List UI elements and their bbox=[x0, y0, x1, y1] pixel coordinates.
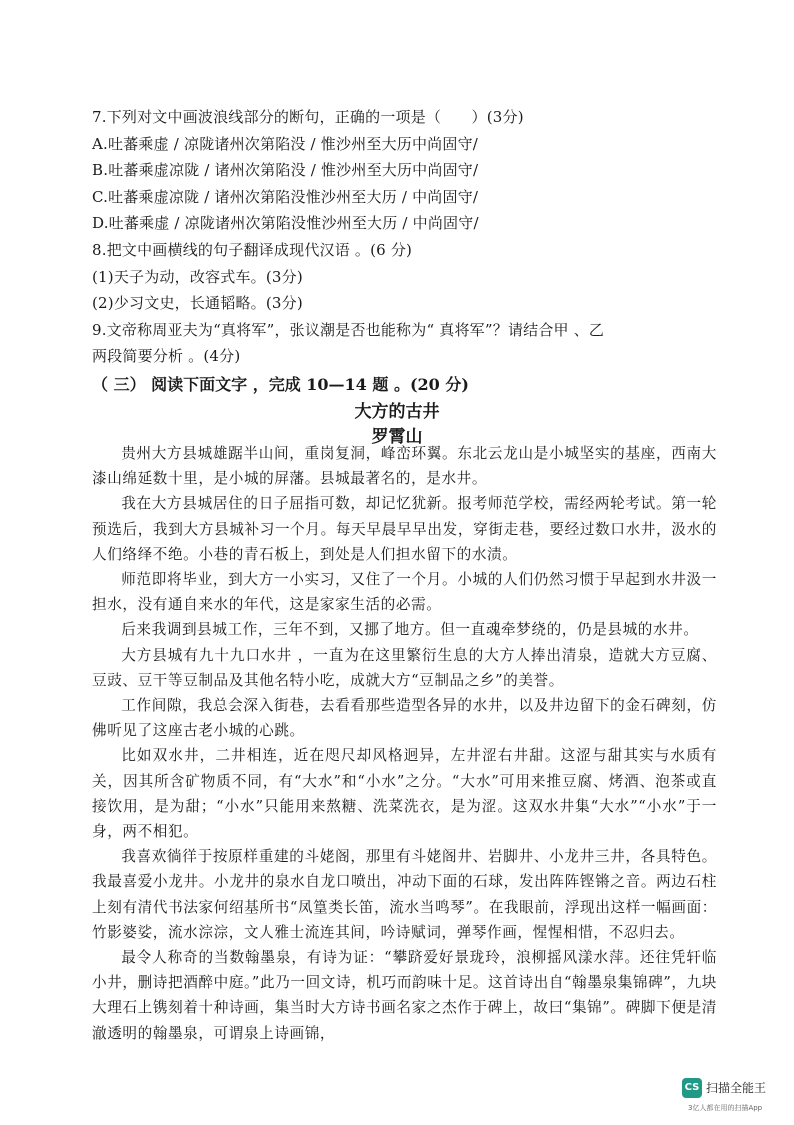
option-b: B.吐蕃乘虚凉陇 / 诸州次第陷没 / 惟沙州至大历中尚固守/ bbox=[92, 161, 479, 180]
article-title: 大方的古井 bbox=[354, 402, 440, 422]
option-a: A.吐蕃乘虚 / 凉陇诸州次第陷没 / 惟沙州至大历中尚固守/ bbox=[92, 134, 479, 153]
option-c: C.吐蕃乘虚凉陇 / 诸州次第陷没惟沙州至大历 / 中尚固守/ bbox=[92, 187, 479, 206]
paragraph: 大方县城有九十九口水井 ，一直为在这里繁衍生息的大方人捧出清泉，造就大方豆腐、豆豉、豆干等豆制品及其他名特小吃，成就大方“豆制品之乡”的美誉。 bbox=[92, 646, 717, 689]
paragraph: 工作间隙，我总会深入街巷，去看看那些造型各异的水井，以及井边留下的金石碑刻，仿佛听见了这座古老小城的心跳。 bbox=[92, 697, 717, 740]
article-author: 罗霄山 bbox=[371, 427, 423, 447]
paragraph: 我在大方县城居住的日子屈指可数，却记忆犹新。报考师范学校，需经两轮考试。第一轮预选后，我到大方县城补习一个月。每天早晨早早出发，穿街走巷，要经过数口水井，汲水的人们络绎不绝。小巷的青石板上，到处是人们担水留下的水渍。 bbox=[92, 495, 717, 563]
paragraph: 贵州大方县城雄踞半山间，重岗复洞，峰峦环翼。东北云龙山是小城坚实的基座，西南大漆山绵延数十里，是小城的屏藩。县城最著名的，是水井。 bbox=[92, 445, 717, 488]
section-heading: （ 三） 阅读下面文字 ，完成 10—14 题 。(20 分) bbox=[92, 375, 469, 394]
question-8: 8.把文中画横线的句子翻译成现代汉语 。(6 分) bbox=[92, 240, 413, 259]
question-7: 7.下列对文中画波浪线部分的断句，正确的一项是（ ）(3分) bbox=[92, 108, 524, 126]
paragraph: 后来我调到县城工作，三年不到，又挪了地方。但一直魂牵梦绕的，仍是县城的水井。 bbox=[121, 621, 699, 639]
paragraph: 我喜欢徜徉于按原样重建的斗姥阁，那里有斗姥阁井、岩脚井、小龙井三井，各具特色。我最喜爱小龙井。小龙井的泉水自龙口喷出，冲动下面的石球，发出阵阵铿锵之音。两边石柱上刻有清代书法家何绍基所书“凤篁类长笛，流水当鸣琴”。在我眼前，浮现出这样一幅画面：竹影婆娑，流水淙淙，文人雅士流连其间，吟诗赋词，弹琴作画，惺惺相惜，不忍归去。 bbox=[92, 848, 717, 941]
camscanner-logo-icon: CS bbox=[682, 1078, 702, 1098]
questions-block bbox=[92, 104, 732, 370]
option-d: D.吐蕃乘虚 / 凉陇诸州次第陷没惟沙州至大历 / 中尚固守/ bbox=[92, 214, 479, 233]
question-8-part-2: (2)少习文史，长通韬略。(3分) bbox=[92, 294, 303, 313]
paragraph: 最令人称奇的当数翰墨泉，有诗为证：“攀跻爱好景珑玲，浪柳摇风漾水萍。还往凭轩临小井，删诗把酒醉中庭。”此乃一回文诗，机巧而韵味十足。这首诗出自“翰墨泉集锦碑”，九块大理石上镌刻着十种诗画，集当时大方诗书画名家之杰作于碑上，故曰“集锦”。碑脚下便是清澈透明的翰墨泉，可谓泉上诗画锦， bbox=[92, 949, 717, 1042]
scanner-app-name: 扫描全能王 bbox=[706, 1081, 767, 1095]
paragraph: 比如双水井，二井相连，近在咫尺却风格迥异，左井涩右井甜。这涩与甜其实与水质有关，因其所含矿物质不同，有“大水”和“小水”之分。“大水”可用来推豆腐、烤酒、泡茶或直接饮用，是为甜；“小水”只能用来熬糖、洗菜洗衣，是为涩。这双水井集“大水”“小水”于一身，两不相犯。 bbox=[92, 747, 717, 841]
article-body bbox=[92, 441, 717, 1046]
scanner-tagline: 3亿人都在用的扫描App bbox=[688, 1104, 763, 1112]
paragraph: 师范即将毕业，到大方一小实习，又住了一个月。小城的人们仍然习惯于早起到水井汲一担水，没有通自来水的年代，这是家家生活的必需。 bbox=[92, 571, 717, 614]
question-9-cont: 两段简要分析 。(4分) bbox=[92, 347, 241, 366]
question-9: 9.文帝称周亚夫为“真将军”，张议潮是否也能称为“ 真将军”？请结合甲 、乙 bbox=[92, 320, 605, 339]
question-8-part-1: (1)天子为动，改容式车。(3分) bbox=[92, 267, 303, 286]
